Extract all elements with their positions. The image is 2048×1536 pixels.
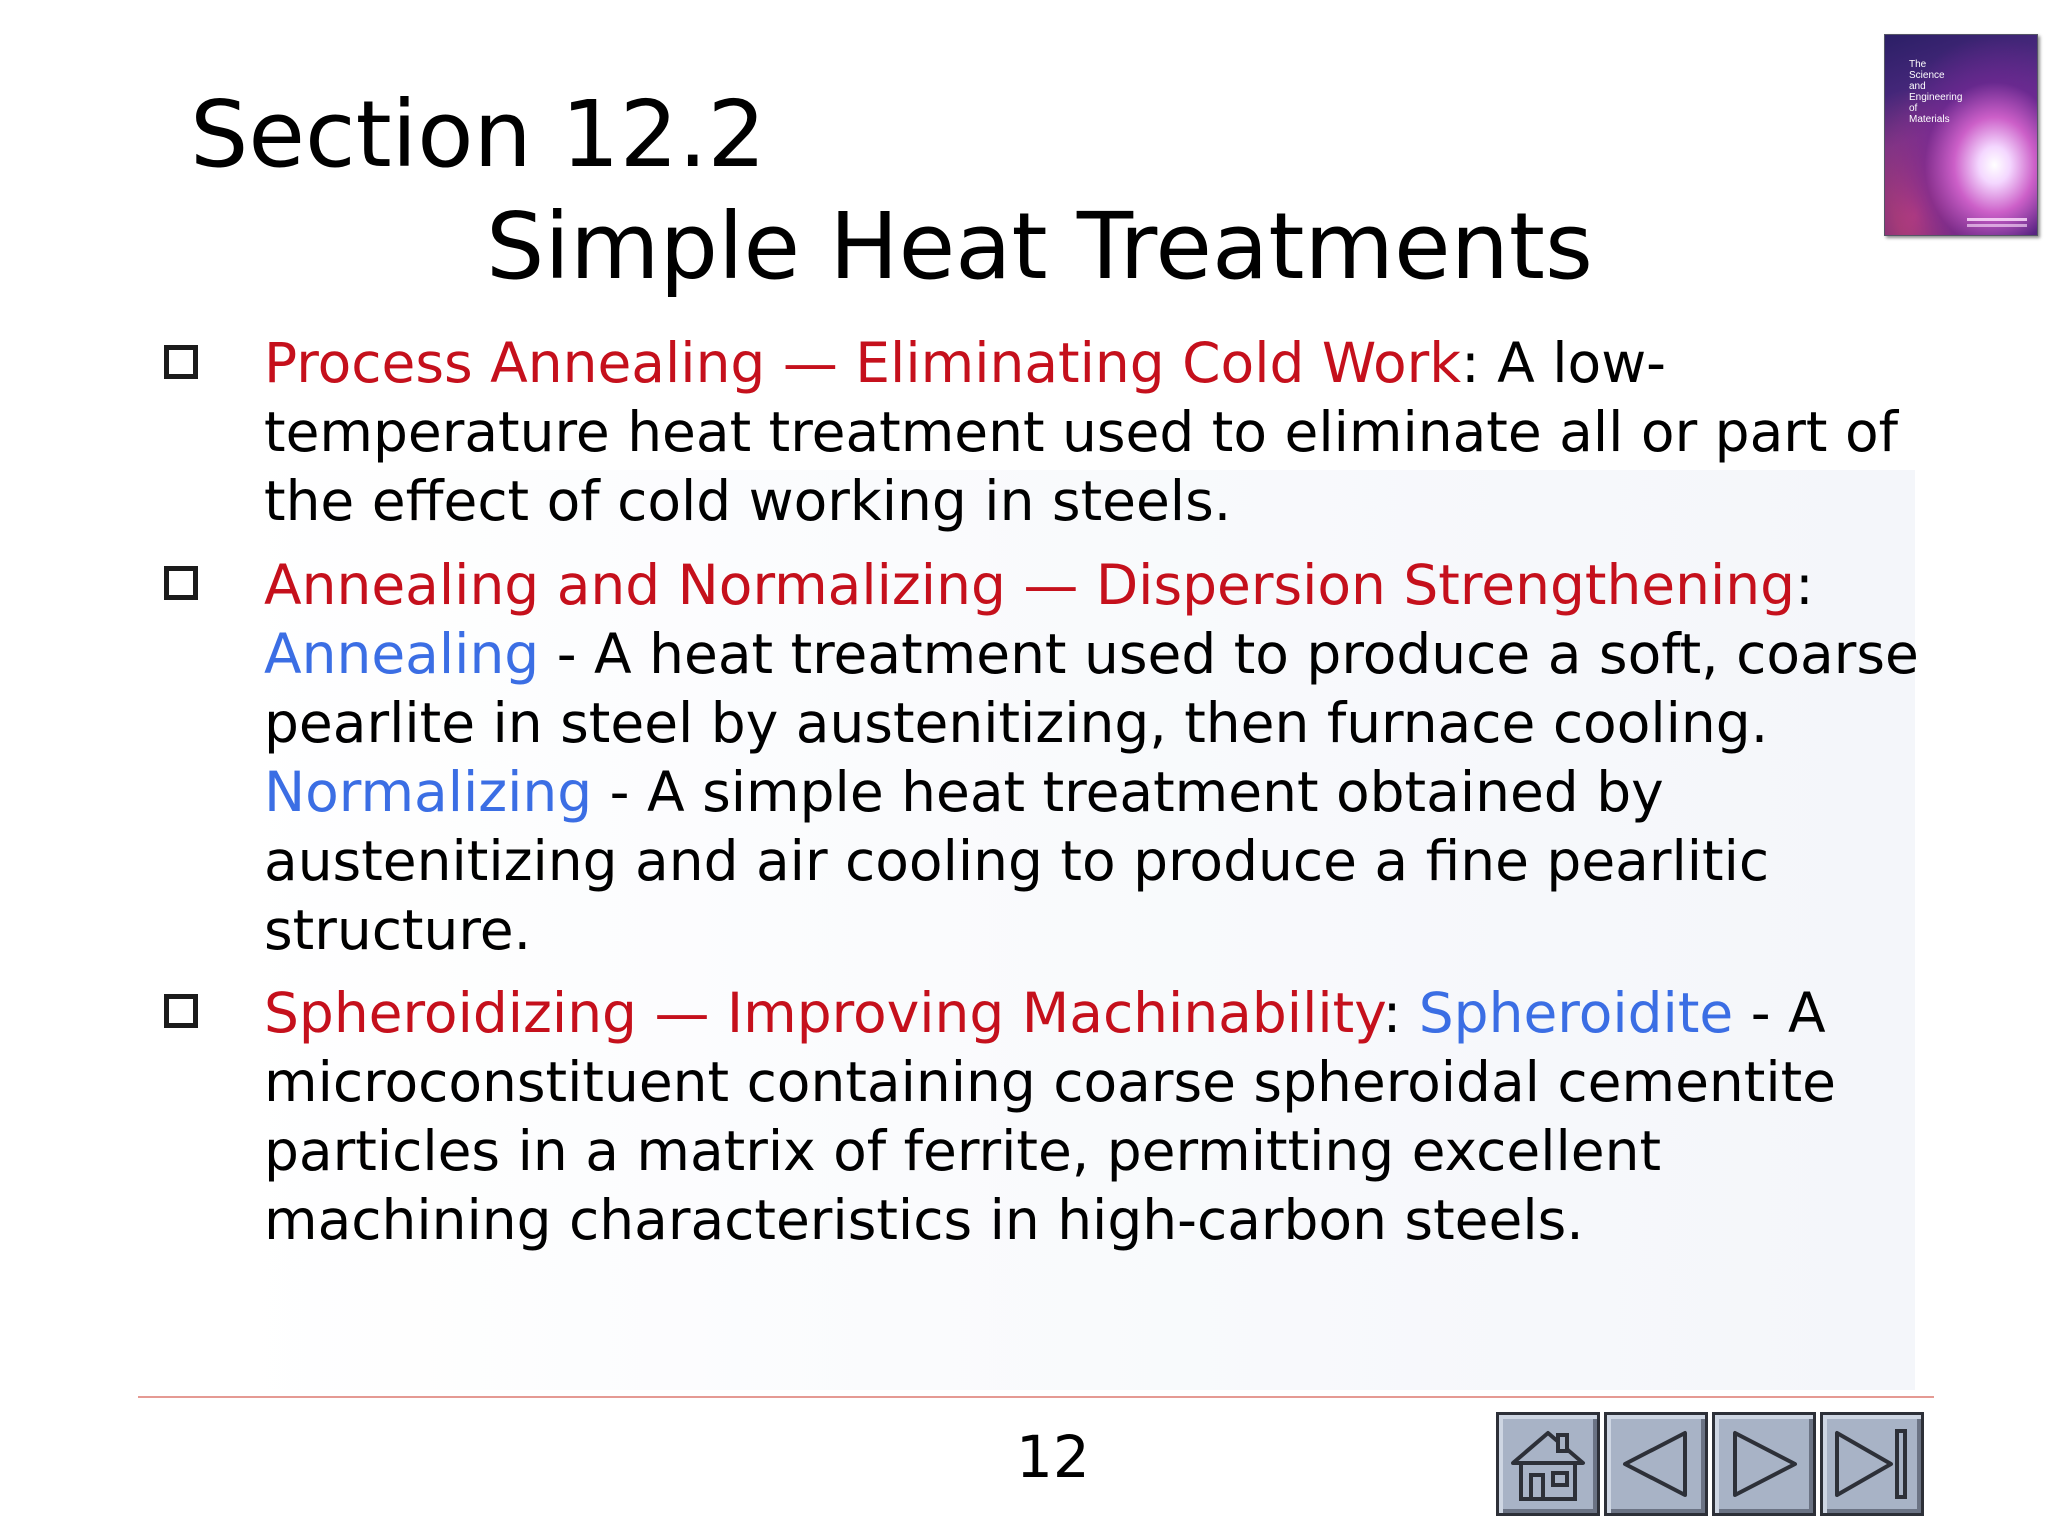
last-icon	[1829, 1421, 1915, 1507]
footer-divider	[138, 1396, 1934, 1398]
item-text-colon: :	[1382, 981, 1419, 1045]
page-number: 12	[1016, 1423, 1090, 1491]
term-spheroidite: Spheroidite	[1418, 981, 1734, 1045]
list-item-annealing-normalizing	[264, 551, 1944, 965]
list-item-process-annealing	[264, 329, 1944, 536]
home-icon	[1505, 1421, 1591, 1507]
home-button[interactable]	[1496, 1412, 1600, 1516]
term-annealing: Annealing	[264, 622, 540, 686]
item-text-colon: :	[1795, 553, 1814, 617]
book-cover-author-line	[1967, 218, 2027, 221]
item-description: - A simple heat treatment obtained by austenitizing and air cooling to produce a fine pearlitic structure.	[264, 760, 1770, 962]
item-description: - A heat treatment used to produce a soft, coarse pearlite in steel by austenitizing, then furnace cooling.	[264, 622, 1919, 755]
slide-title-section: Section 12.2	[190, 81, 766, 188]
previous-icon	[1613, 1421, 1699, 1507]
book-cover-image	[1884, 34, 2038, 236]
item-heading: Process Annealing — Eliminating Cold Work	[264, 331, 1462, 395]
previous-slide-button[interactable]	[1604, 1412, 1708, 1516]
last-slide-button[interactable]	[1820, 1412, 1924, 1516]
bullet-square-icon	[164, 994, 198, 1028]
item-heading: Spheroidizing — Improving Machinability	[264, 981, 1383, 1045]
item-description: : A low-temperature heat treatment used to eliminate all or part of the effect of cold working in steels.	[264, 331, 1898, 533]
book-cover-author-line	[1967, 224, 2027, 227]
list-item-spheroidizing	[264, 979, 1944, 1255]
term-normalizing: Normalizing	[264, 760, 593, 824]
next-icon	[1721, 1421, 1807, 1507]
book-cover-title: The Science and Engineering of Materials	[1909, 59, 1963, 125]
bullet-square-icon	[164, 566, 198, 600]
slide-title: Simple Heat Treatments	[486, 193, 1593, 300]
next-slide-button[interactable]	[1712, 1412, 1816, 1516]
item-heading: Annealing and Normalizing — Dispersion Strengthening	[264, 553, 1796, 617]
bullet-square-icon	[164, 345, 198, 379]
item-description: - A microconstituent containing coarse spheroidal cementite particles in a matrix of ferrite, permitting excellent machining characteristics in high-carbon steels.	[264, 981, 1837, 1252]
